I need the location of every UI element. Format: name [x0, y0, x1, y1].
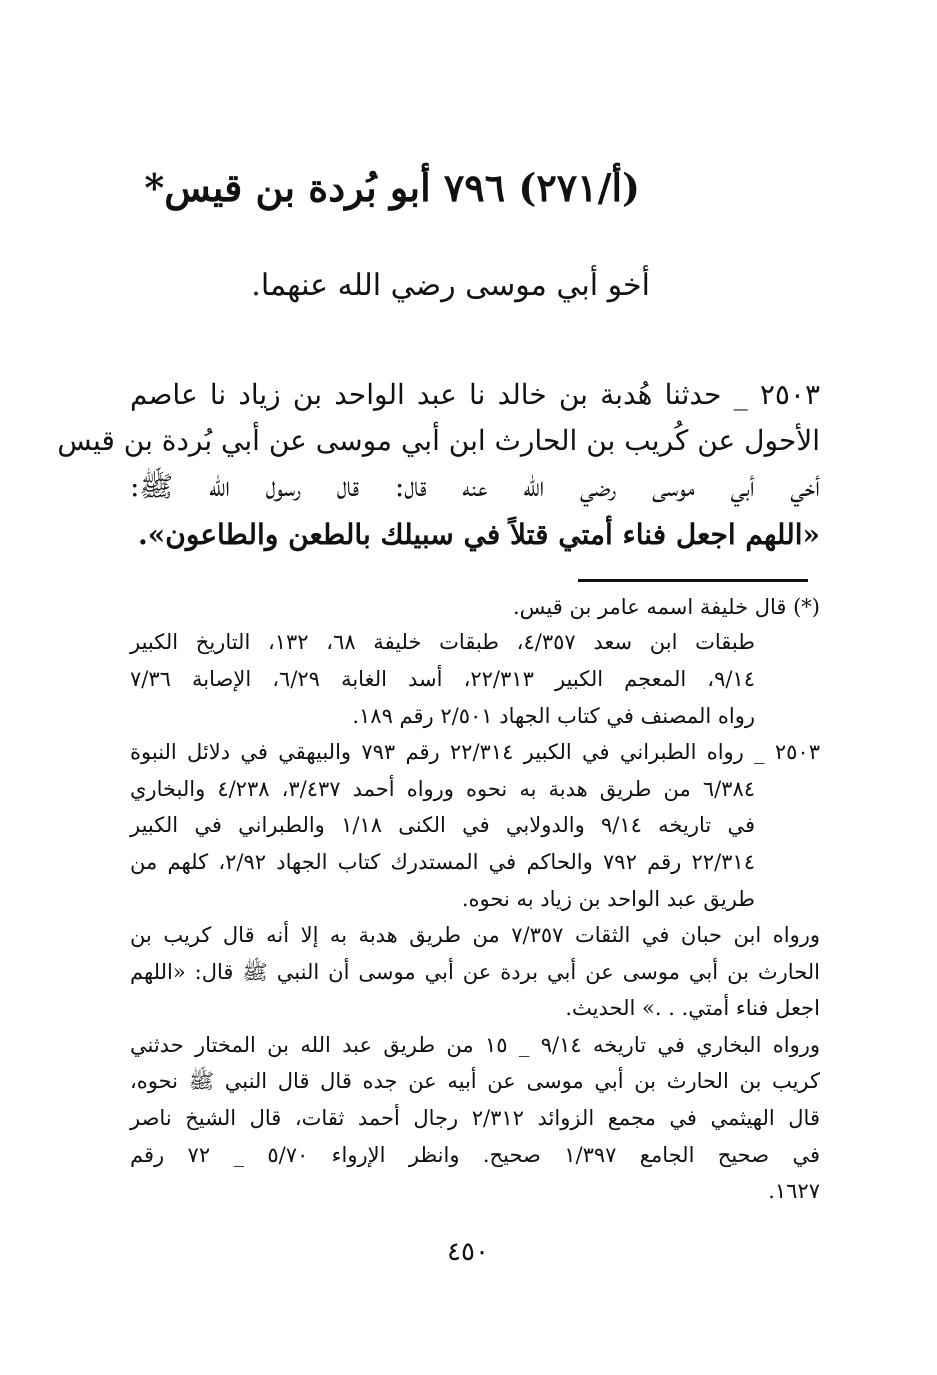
footnote-line-15: قال الهيثمي في مجمع الزوائد ٢/٣١٢ رجال أحمد ثقات، قال الشيخ ناصر — [130, 1106, 820, 1130]
footnote-line-3: ٩/١٤، المعجم الكبير ٢٢/٣١٣، أسد الغابة ٦/٢٩، الإصابة ٧/٣٦ — [130, 667, 755, 691]
footnote-line-1: (*) قال خليفة اسمه عامر بن قيس. — [512, 595, 820, 619]
footnote-line-11: الحارث بن أبي موسى عن أبي بردة عن أبي موسى أن النبي ﷺ قال: «اللهم — [130, 960, 820, 984]
footnote-separator — [578, 579, 808, 582]
hadith-line-1: ٢٥٠٣ _ حدثنا هُدبة بن خالد نا عبد الواحد بن زياد نا عاصم — [130, 378, 820, 411]
footnote-line-17: ١٦٢٧. — [768, 1179, 820, 1203]
footnote-line-5: ٢٥٠٣ _ رواه الطبراني في الكبير ٢٢/٣١٤ رقم ٧٩٣ والبيهقي في دلائل النبوة — [130, 740, 820, 764]
footnote-line-4: رواه المصنف في كتاب الجهاد ٢/٥٠١ رقم ١٨٩. — [352, 704, 755, 728]
chapter-subheading: أخو أبي موسى رضي الله عنهما. — [251, 268, 650, 303]
hadith-line-2: الأحول عن كُريب بن الحارث ابن أبي موسى عن أبي بُردة بن قيس — [57, 424, 820, 457]
footnote-line-12: اجعل فناء أمتي. . .» الحديث. — [565, 996, 820, 1020]
footnote-line-13: ورواه البخاري في تاريخه ٩/١٤ _ ١٥ من طريق عبد الله بن المختار حدثني — [130, 1033, 821, 1057]
hadith-line-4: «اللهم اجعل فناء أمتي قتلاً في سبيلك بالطعن والطاعون». — [138, 518, 820, 551]
page-number: ٤٥٠ — [447, 1237, 489, 1267]
footnote-line-2: طبقات ابن سعد ٤/٣٥٧، طبقات خليفة ٦٨، ١٣٢، التاريخ الكبير — [130, 630, 755, 654]
footnote-line-7: في تاريخه ٩/١٤ والدولابي في الكنى ١/١٨ والطبراني في الكبير — [130, 813, 755, 837]
footnote-line-16: في صحيح الجامع ١/٣٩٧ صحيح. وانظر الإرواء ٥/٧٠ _ ٧٢ رقم — [130, 1143, 820, 1167]
footnote-line-14: كريب بن الحارث بن أبي موسى عن أبيه عن جده قال قال النبي ﷺ نحوه، — [130, 1069, 820, 1093]
footnote-line-8: ٢٢/٣١٤ رقم ٧٩٢ والحاكم في المستدرك كتاب الجهاد ٢/٩٢، كلهم من — [130, 850, 755, 874]
hadith-line-3: أخي أبي موسى رضي الله عنه قال: قال رسول الله ﷺ: — [130, 470, 820, 503]
footnote-line-6: ٦/٣٨٤ من طريق هدبة به نحوه ورواه أحمد ٣/٤٣٧، ٤/٢٣٨ والبخاري — [130, 777, 756, 801]
chapter-heading: (أ/٢٧١) ٧٩٦ أبو بُردة بن قيس* — [144, 165, 640, 210]
footnote-line-10: ورواه ابن حبان في الثقات ٧/٣٥٧ من طريق هدبة به إلا أنه قال كريب بن — [130, 923, 820, 947]
footnote-line-9: طريق عبد الواحد بن زياد به نحوه. — [461, 887, 755, 911]
